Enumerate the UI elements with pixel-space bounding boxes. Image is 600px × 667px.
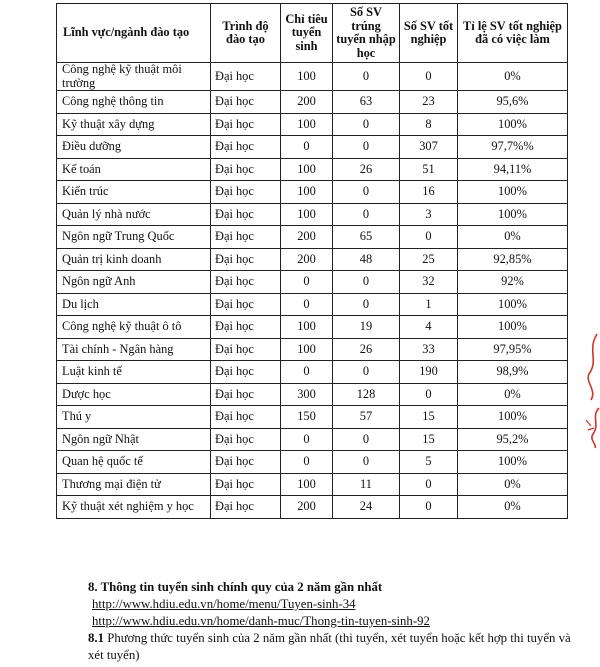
header-graduated: Số SV tốt nghiệp	[400, 4, 458, 63]
header-employment-rate: Tỉ lệ SV tốt nghiệp đã có việc làm	[458, 4, 568, 63]
cell-field: Quan hệ quốc tế	[57, 451, 211, 474]
cell-level: Đại học	[211, 181, 281, 204]
cell-quota: 300	[281, 383, 333, 406]
cell-enrolled: 11	[333, 473, 400, 496]
cell-quota: 100	[281, 203, 333, 226]
cell-employment-rate: 98,9%	[458, 361, 568, 384]
cell-employment-rate: 100%	[458, 203, 568, 226]
cell-graduated: 3	[400, 203, 458, 226]
cell-enrolled: 0	[333, 428, 400, 451]
cell-enrolled: 128	[333, 383, 400, 406]
cell-level: Đại học	[211, 496, 281, 519]
cell-enrolled: 0	[333, 63, 400, 91]
admissions-link[interactable]: http://www.hdiu.edu.vn/home/menu/Tuyen-sinh-34	[92, 597, 356, 611]
cell-graduated: 8	[400, 113, 458, 136]
cell-graduated: 15	[400, 406, 458, 429]
cell-quota: 200	[281, 91, 333, 114]
cell-enrolled: 57	[333, 406, 400, 429]
table-row	[57, 271, 568, 294]
cell-field: Thú y	[57, 406, 211, 429]
cell-quota: 0	[281, 271, 333, 294]
section-heading: 8. Thông tin tuyển sinh chính quy của 2 năm gần nhất	[88, 580, 383, 594]
cell-field: Kỹ thuật xây dựng	[57, 113, 211, 136]
table-header-row	[57, 4, 568, 63]
cell-level: Đại học	[211, 406, 281, 429]
cell-enrolled: 26	[333, 338, 400, 361]
cell-quota: 200	[281, 226, 333, 249]
cell-employment-rate: 100%	[458, 451, 568, 474]
cell-level: Đại học	[211, 63, 281, 91]
cell-field: Kỹ thuật xét nghiệm y học	[57, 496, 211, 519]
cell-enrolled: 48	[333, 248, 400, 271]
cell-employment-rate: 95,6%	[458, 91, 568, 114]
table-row	[57, 428, 568, 451]
cell-field: Dược học	[57, 383, 211, 406]
cell-level: Đại học	[211, 338, 281, 361]
admissions-info-section	[88, 579, 578, 664]
cell-quota: 100	[281, 113, 333, 136]
cell-graduated: 0	[400, 496, 458, 519]
cell-quota: 0	[281, 451, 333, 474]
header-field: Lĩnh vực/ngành đào tạo	[57, 4, 211, 63]
cell-employment-rate: 100%	[458, 293, 568, 316]
cell-graduated: 51	[400, 158, 458, 181]
table-row	[57, 316, 568, 339]
cell-graduated: 0	[400, 226, 458, 249]
table-row	[57, 158, 568, 181]
cell-field: Công nghệ kỹ thuật môi trường	[57, 63, 211, 91]
cell-field: Công nghệ kỹ thuật ô tô	[57, 316, 211, 339]
cell-graduated: 25	[400, 248, 458, 271]
cell-graduated: 0	[400, 383, 458, 406]
cell-enrolled: 0	[333, 203, 400, 226]
table-row	[57, 226, 568, 249]
cell-field: Ngôn ngữ Anh	[57, 271, 211, 294]
cell-graduated: 32	[400, 271, 458, 294]
cell-level: Đại học	[211, 428, 281, 451]
cell-field: Du lịch	[57, 293, 211, 316]
cell-employment-rate: 0%	[458, 63, 568, 91]
header-enrolled: Số SV trúng tuyển nhập học	[333, 4, 400, 63]
cell-field: Tài chính - Ngân hàng	[57, 338, 211, 361]
cell-field: Kế toán	[57, 158, 211, 181]
table-row	[57, 136, 568, 159]
cell-graduated: 0	[400, 473, 458, 496]
cell-enrolled: 63	[333, 91, 400, 114]
cell-graduated: 4	[400, 316, 458, 339]
cell-field: Kiến trúc	[57, 181, 211, 204]
cell-graduated: 0	[400, 63, 458, 91]
cell-level: Đại học	[211, 113, 281, 136]
cell-field: Quản trị kinh doanh	[57, 248, 211, 271]
cell-enrolled: 0	[333, 293, 400, 316]
cell-employment-rate: 0%	[458, 383, 568, 406]
cell-quota: 200	[281, 496, 333, 519]
cell-field: Ngôn ngữ Nhật	[57, 428, 211, 451]
table-row	[57, 496, 568, 519]
cell-level: Đại học	[211, 316, 281, 339]
cell-level: Đại học	[211, 271, 281, 294]
cell-field: Quản lý nhà nước	[57, 203, 211, 226]
cell-quota: 200	[281, 248, 333, 271]
cell-quota: 100	[281, 473, 333, 496]
cell-graduated: 33	[400, 338, 458, 361]
cell-employment-rate: 100%	[458, 113, 568, 136]
table-row	[57, 91, 568, 114]
red-stamp-edge	[583, 330, 600, 450]
cell-enrolled: 26	[333, 158, 400, 181]
cell-enrolled: 19	[333, 316, 400, 339]
table-row	[57, 63, 568, 91]
cell-employment-rate: 100%	[458, 316, 568, 339]
cell-field: Luật kinh tế	[57, 361, 211, 384]
cell-level: Đại học	[211, 383, 281, 406]
cell-enrolled: 0	[333, 451, 400, 474]
cell-enrolled: 0	[333, 361, 400, 384]
table-row	[57, 203, 568, 226]
table-body	[57, 63, 568, 519]
cell-employment-rate: 0%	[458, 496, 568, 519]
cell-enrolled: 0	[333, 271, 400, 294]
cell-quota: 0	[281, 136, 333, 159]
table-row	[57, 361, 568, 384]
cell-level: Đại học	[211, 203, 281, 226]
header-quota: Chỉ tiêu tuyển sinh	[281, 4, 333, 63]
cell-employment-rate: 0%	[458, 473, 568, 496]
cell-quota: 0	[281, 361, 333, 384]
cell-level: Đại học	[211, 136, 281, 159]
table-row	[57, 406, 568, 429]
cell-field: Điều dưỡng	[57, 136, 211, 159]
cell-field: Công nghệ thông tin	[57, 91, 211, 114]
table-row	[57, 383, 568, 406]
cell-graduated: 307	[400, 136, 458, 159]
table-row	[57, 113, 568, 136]
cell-quota: 100	[281, 181, 333, 204]
cell-enrolled: 0	[333, 113, 400, 136]
cell-employment-rate: 97,95%	[458, 338, 568, 361]
table-row	[57, 293, 568, 316]
cell-graduated: 5	[400, 451, 458, 474]
cell-level: Đại học	[211, 361, 281, 384]
cell-field: Ngôn ngữ Trung Quốc	[57, 226, 211, 249]
cell-employment-rate: 97,7%%	[458, 136, 568, 159]
cell-level: Đại học	[211, 158, 281, 181]
cell-enrolled: 24	[333, 496, 400, 519]
header-level: Trình độ đào tạo	[211, 4, 281, 63]
cell-quota: 100	[281, 158, 333, 181]
cell-employment-rate: 100%	[458, 181, 568, 204]
subsection-number: 8.1	[88, 631, 104, 645]
cell-graduated: 16	[400, 181, 458, 204]
cell-quota: 0	[281, 293, 333, 316]
cell-level: Đại học	[211, 451, 281, 474]
cell-employment-rate: 92%	[458, 271, 568, 294]
table-row	[57, 338, 568, 361]
subsection-paragraph	[88, 630, 578, 664]
cell-employment-rate: 92,85%	[458, 248, 568, 271]
table-row	[57, 248, 568, 271]
cell-graduated: 1	[400, 293, 458, 316]
table-row	[57, 451, 568, 474]
cell-level: Đại học	[211, 226, 281, 249]
cell-graduated: 15	[400, 428, 458, 451]
cell-graduated: 190	[400, 361, 458, 384]
subsection-text: Phương thức tuyển sinh của 2 năm gần nhất (thi tuyển, xét tuyển hoặc kết hợp thi tuyển và xét tuyển)	[88, 631, 571, 662]
cell-employment-rate: 0%	[458, 226, 568, 249]
cell-field: Thương mại điện tử	[57, 473, 211, 496]
cell-enrolled: 65	[333, 226, 400, 249]
cell-enrolled: 0	[333, 136, 400, 159]
cell-quota: 0	[281, 428, 333, 451]
table-row	[57, 181, 568, 204]
cell-level: Đại học	[211, 248, 281, 271]
cell-employment-rate: 94,11%	[458, 158, 568, 181]
cell-quota: 150	[281, 406, 333, 429]
cell-quota: 100	[281, 63, 333, 91]
cell-enrolled: 0	[333, 181, 400, 204]
cell-employment-rate: 100%	[458, 406, 568, 429]
cell-quota: 100	[281, 316, 333, 339]
cell-quota: 100	[281, 338, 333, 361]
table-row	[57, 473, 568, 496]
admissions-table	[56, 3, 568, 519]
cell-level: Đại học	[211, 91, 281, 114]
cell-level: Đại học	[211, 293, 281, 316]
admissions-info-link[interactable]: http://www.hdiu.edu.vn/home/danh-muc/Thong-tin-tuyen-sinh-92	[92, 614, 430, 628]
cell-graduated: 23	[400, 91, 458, 114]
cell-employment-rate: 95,2%	[458, 428, 568, 451]
cell-level: Đại học	[211, 473, 281, 496]
